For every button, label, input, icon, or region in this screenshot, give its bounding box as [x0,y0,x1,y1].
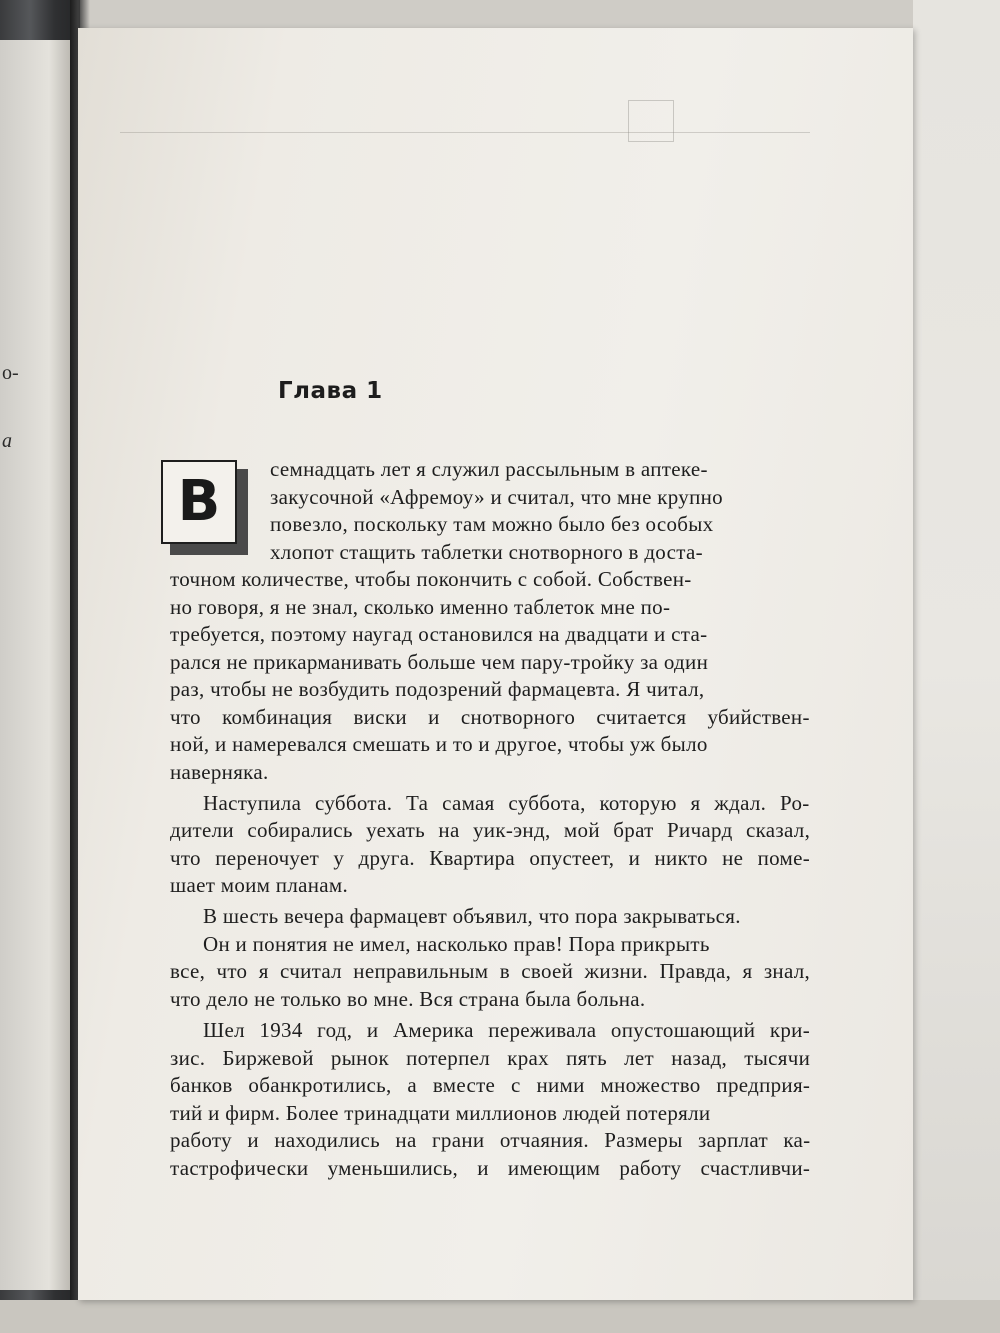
paragraph-4-line: банков обанкротились, а вместе с ними множество предприя- [170,1073,811,1097]
dropcap-letter: В [161,460,237,544]
background-surface [0,1300,1000,1333]
paragraph-2-line: что переночует у друга. Квартира опустеет, и никто не поме- [170,846,811,870]
paragraph-1-line: раз, чтобы не возбудить подозрений фармацевта. Я читал, [170,677,705,701]
paragraph-1-line: хлопот стащить таблетки снотворного в доста- [270,540,703,564]
paragraph-1-line: точном количестве, чтобы покончить с собой. Собствен- [170,567,692,591]
paragraph-4-line: тастрофически уменьшились, и имеющим работу счастливчи- [170,1156,811,1180]
paragraph-1-line: требуется, поэтому наугад остановился на двадцати и ста- [170,622,708,646]
paragraph-3-line: Он и понятия не имел, насколько прав! Пора прикрыть [203,932,710,956]
paragraph-3-line: все, что я считал неправильным в своей жизни. Правда, я знал, [170,959,811,983]
paragraph-1-line: рался не прикарманивать больше чем пару-тройку за один [170,650,709,674]
paragraph-1-line: ной, и намеревался смешать и то и другое, чтобы уж было [170,732,708,756]
paragraph-4-line: зис. Биржевой рынок потерпел крах пять лет назад, тысячи [170,1046,811,1070]
facing-page-fragment: о- [2,362,19,384]
paragraph-4-line: тий и фирм. Более тринадцати миллионов людей потеряли [170,1101,711,1125]
show-through-header-rule [120,108,810,133]
facing-page [0,40,70,1290]
paragraph-2-line: Наступила суббота. Та самая суббота, которую я ждал. Ро- [203,791,810,815]
paragraph-4-line: Шел 1934 год, и Америка переживала опустошающий кри- [203,1018,811,1042]
paragraph-1-line: закусочной «Афремоу» и считал, что мне крупно [270,485,723,509]
paragraph-1-line: что комбинация виски и снотворного считается убийствен- [170,705,810,729]
show-through-page-number-box [628,100,674,142]
background-surface [913,0,1000,1333]
paragraph-2-line: дители собирались уехать на уик-энд, мой брат Ричард сказал, [170,818,811,842]
paragraph-4-line: работу и находились на грани отчаяния. Размеры зарплат ка- [170,1128,811,1152]
chapter-title: Глава 1 [278,378,383,404]
paragraph-3-line: В шесть вечера фармацевт объявил, что пора закрываться. [203,904,741,928]
paragraph-2-line: шает моим планам. [170,873,349,897]
paragraph-3-line: что дело не только во мне. Вся страна была больна. [170,987,646,1011]
facing-page-fragment: а [2,430,12,452]
paragraph-1-line: повезло, поскольку там можно было без особых [270,512,714,536]
paragraph-1-line: наверняка. [170,760,269,784]
paragraph-1-line: но говоря, я не знал, сколько именно таблеток мне по- [170,595,671,619]
paragraph-1-line: семнадцать лет я служил рассыльным в аптеке- [270,457,708,481]
